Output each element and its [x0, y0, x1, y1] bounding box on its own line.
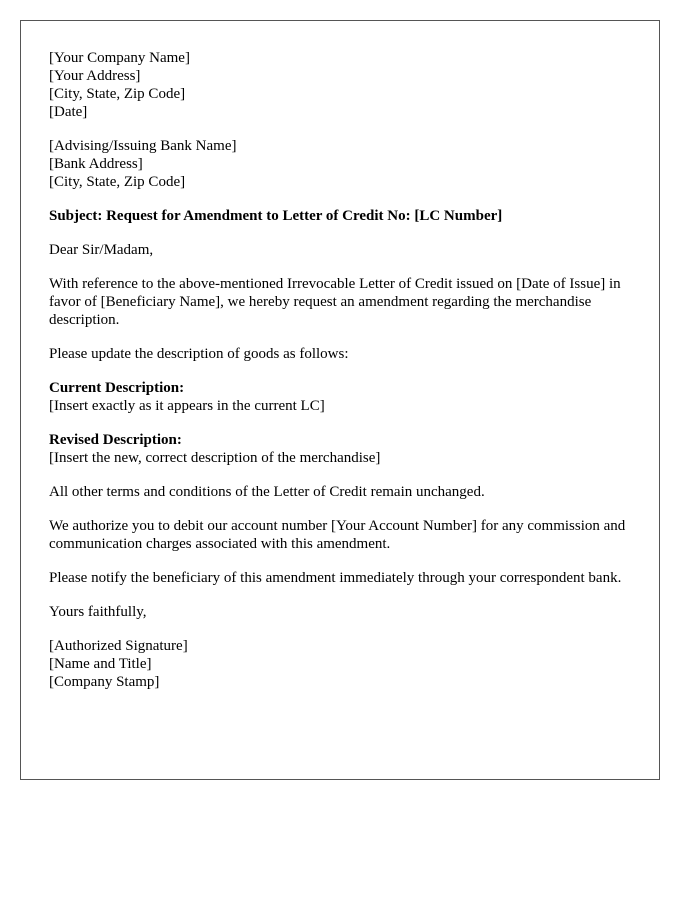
revised-description-block — [49, 431, 631, 467]
authorize-paragraph: We authorize you to debit our account number [Your Account Number] for any commission and communication charges associated with this amendment. — [49, 518, 626, 552]
sender-block — [49, 49, 631, 121]
recipient-city-state-zip: [City, State, Zip Code] — [49, 174, 186, 190]
current-description-heading: Current Description: — [49, 380, 185, 396]
name-and-title: [Name and Title] — [49, 656, 152, 672]
revised-description-text: [Insert the new, correct description of the merchandise] — [49, 450, 381, 466]
revised-description-heading: Revised Description: — [49, 432, 182, 448]
sender-address: [Your Address] — [49, 68, 141, 84]
notify-paragraph: Please notify the beneficiary of this amendment immediately through your correspondent bank. — [49, 570, 622, 586]
authorized-signature: [Authorized Signature] — [49, 638, 188, 654]
salutation: Dear Sir/Madam, — [49, 242, 154, 258]
other-terms-paragraph: All other terms and conditions of the Letter of Credit remain unchanged. — [49, 484, 485, 500]
closing: Yours faithfully, — [49, 604, 147, 620]
current-description-block — [49, 379, 631, 415]
subject-line: Subject: Request for Amendment to Letter of Credit No: [LC Number] — [49, 208, 503, 224]
current-description-text: [Insert exactly as it appears in the current LC] — [49, 398, 325, 414]
recipient-block — [49, 137, 631, 191]
company-stamp: [Company Stamp] — [49, 674, 160, 690]
signature-block — [49, 637, 631, 691]
sender-company-name: [Your Company Name] — [49, 50, 190, 66]
recipient-bank-name: [Advising/Issuing Bank Name] — [49, 138, 237, 154]
recipient-bank-address: [Bank Address] — [49, 156, 143, 172]
intro-paragraph: With reference to the above-mentioned Irrevocable Letter of Credit issued on [Date of Issue] in favor of [Beneficiary Name], we hereby request an amendment regarding the merchandise description. — [49, 276, 621, 328]
update-request-paragraph: Please update the description of goods as follows: — [49, 346, 349, 362]
letter-date: [Date] — [49, 104, 88, 120]
sender-city-state-zip: [City, State, Zip Code] — [49, 86, 186, 102]
letter-page — [20, 20, 660, 780]
